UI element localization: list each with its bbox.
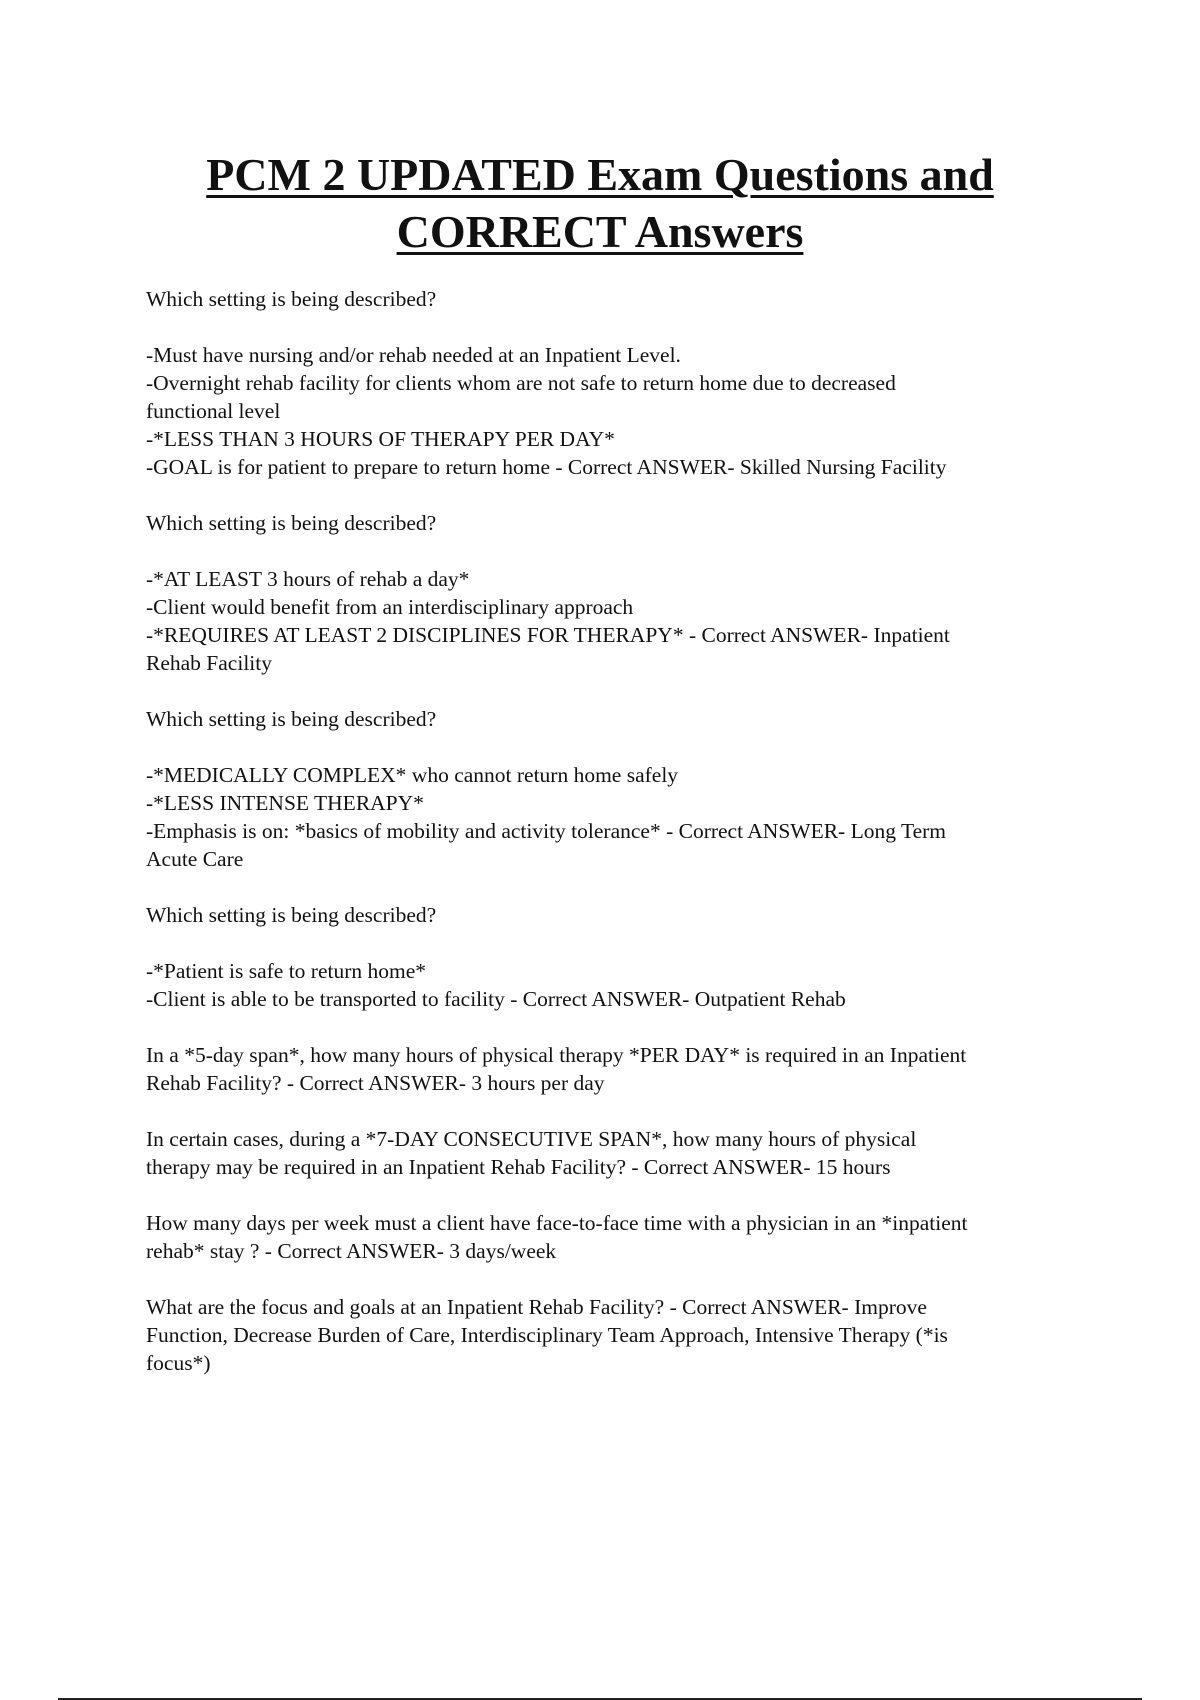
criteria-line: -*LESS INTENSE THERAPY* [146, 791, 424, 815]
qa-block-3 [146, 705, 1086, 873]
answer-line: Acute Care [146, 847, 244, 871]
answer-line: -Emphasis is on: *basics of mobility and activity tolerance* - Correct ANSWER- Long Term [146, 819, 947, 843]
criteria-line: -*LESS THAN 3 HOURS OF THERAPY PER DAY* [146, 427, 615, 451]
criteria-line: -Overnight rehab facility for clients whom are not safe to return home due to decreased [146, 371, 896, 395]
criteria-line: -*Patient is safe to return home* [146, 959, 427, 983]
question-text: Which setting is being described? [146, 511, 437, 535]
blank-line [146, 537, 1086, 565]
criteria-line: -Client would benefit from an interdisciplinary approach [146, 595, 634, 619]
title-line-1: PCM 2 UPDATED Exam Questions and [206, 149, 994, 200]
criteria-line: -Must have nursing and/or rehab needed at an Inpatient Level. [146, 343, 681, 367]
blank-line [146, 733, 1086, 761]
qa-block-2 [146, 509, 1086, 677]
qa-block-5 [146, 1041, 1086, 1097]
question-text: Which setting is being described? [146, 707, 437, 731]
question-text: What are the focus and goals at an Inpatient Rehab Facility? - Correct ANSWER- Improve [146, 1295, 927, 1319]
qa-block-4 [146, 901, 1086, 1013]
answer-line: rehab* stay ? - Correct ANSWER- 3 days/week [146, 1239, 557, 1263]
answer-line: -*REQUIRES AT LEAST 2 DISCIPLINES FOR THERAPY* - Correct ANSWER- Inpatient [146, 623, 950, 647]
title-line-2: CORRECT Answers [396, 206, 804, 257]
question-text: How many days per week must a client have face-to-face time with a physician in an *inpatient [146, 1211, 968, 1235]
criteria-line: functional level [146, 399, 281, 423]
document-title [100, 146, 1100, 260]
qa-block-6 [146, 1125, 1086, 1181]
answer-line: -GOAL is for patient to prepare to return home - Correct ANSWER- Skilled Nursing Facility [146, 455, 947, 479]
answer-line: Function, Decrease Burden of Care, Interdisciplinary Team Approach, Intensive Therapy (*is [146, 1323, 948, 1347]
answer-line: therapy may be required in an Inpatient Rehab Facility? - Correct ANSWER- 15 hours [146, 1155, 891, 1179]
document-body [146, 285, 1086, 1405]
answer-line: Rehab Facility? - Correct ANSWER- 3 hours per day [146, 1071, 605, 1095]
criteria-line: -*AT LEAST 3 hours of rehab a day* [146, 567, 470, 591]
answer-line: Rehab Facility [146, 651, 272, 675]
answer-line: focus*) [146, 1351, 211, 1375]
qa-block-7 [146, 1209, 1086, 1265]
answer-line: -Client is able to be transported to facility - Correct ANSWER- Outpatient Rehab [146, 987, 846, 1011]
question-text: In certain cases, during a *7-DAY CONSECUTIVE SPAN*, how many hours of physical [146, 1127, 917, 1151]
blank-line [146, 929, 1086, 957]
qa-block-1 [146, 285, 1086, 481]
blank-line [146, 313, 1086, 341]
question-text: In a *5-day span*, how many hours of physical therapy *PER DAY* is required in an Inpatient [146, 1043, 967, 1067]
qa-block-8 [146, 1293, 1086, 1377]
question-text: Which setting is being described? [146, 903, 437, 927]
question-text: Which setting is being described? [146, 287, 437, 311]
criteria-line: -*MEDICALLY COMPLEX* who cannot return home safely [146, 763, 679, 787]
